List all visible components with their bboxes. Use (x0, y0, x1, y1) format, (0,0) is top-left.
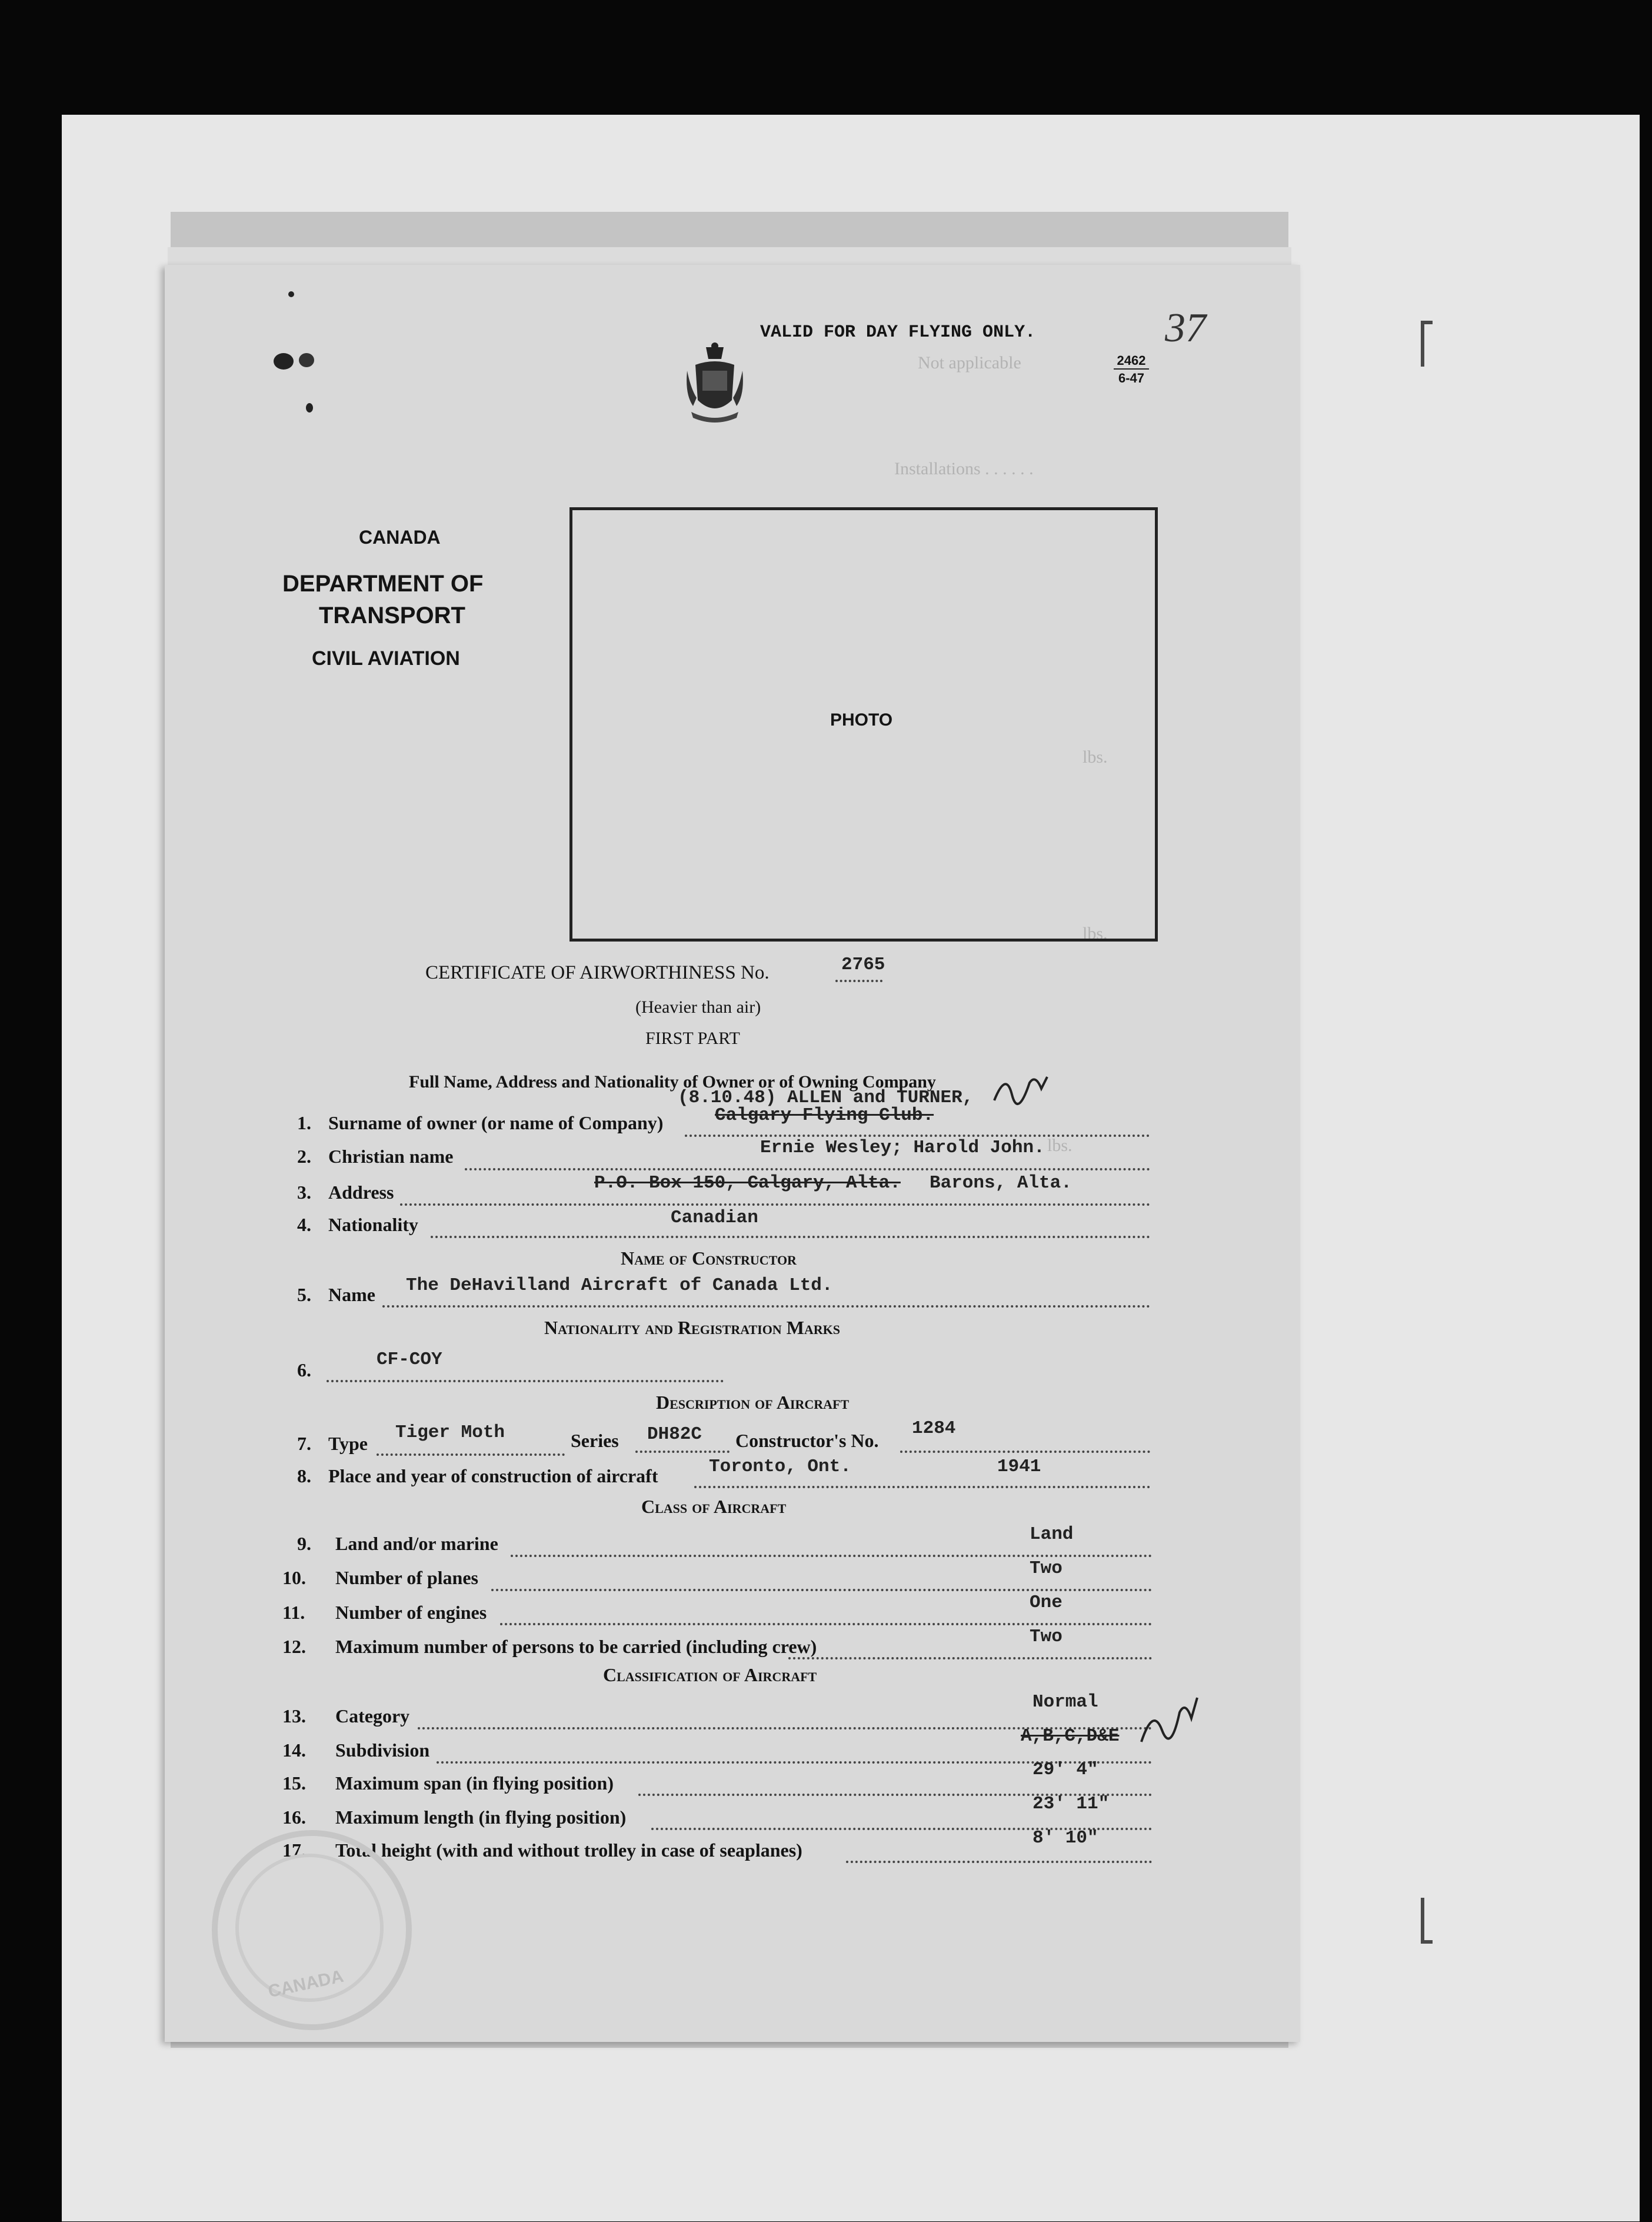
dotted-line (500, 1623, 1152, 1625)
number-of-planes-value: Two (1030, 1558, 1063, 1579)
nationality-label: Nationality (328, 1214, 418, 1235)
christian-name-value: Ernie Wesley; Harold John. (760, 1137, 1045, 1158)
bleed-through-text: lbs. (1083, 924, 1108, 943)
item-number: 5. (297, 1284, 311, 1305)
max-persons-value: Two (1030, 1626, 1063, 1647)
land-marine-label: Land and/or marine (335, 1533, 498, 1554)
subdivision-value: A,B,C,D&E (1021, 1726, 1120, 1747)
dotted-line (400, 1203, 1150, 1206)
number-of-planes-label: Number of planes (335, 1567, 478, 1588)
dotted-line (431, 1236, 1150, 1238)
form-date: 6-47 (1118, 371, 1145, 385)
number-of-engines-label: Number of engines (335, 1602, 487, 1623)
dotted-line (327, 1380, 724, 1382)
item-number: 12. (282, 1636, 306, 1657)
item-number: 16. (282, 1807, 306, 1828)
dotted-line (511, 1555, 1152, 1557)
max-span-label: Maximum span (in flying position) (335, 1772, 614, 1794)
land-marine-value: Land (1030, 1524, 1074, 1545)
surname-value-amended: (8.10.48) ALLEN and TURNER, (678, 1087, 974, 1108)
bleed-through-text: lbs. (1083, 747, 1108, 767)
dotted-line (377, 1453, 565, 1456)
owner-heading: Full Name, Address and Nationality of Owner or of Owning Company (409, 1072, 936, 1092)
max-length-label: Maximum length (in flying position) (335, 1807, 627, 1828)
dotted-line (491, 1589, 1152, 1591)
section-registration: Nationality and Registration Marks (544, 1317, 841, 1338)
item-number: 3. (297, 1182, 311, 1203)
dotted-line (382, 1305, 1150, 1308)
crop-mark-bottom (1421, 1898, 1433, 1944)
certificate-form (165, 265, 1300, 2042)
item-number: 10. (282, 1567, 306, 1588)
item-number: 7. (297, 1433, 311, 1454)
constructor-name-label: Name (328, 1284, 375, 1305)
section-classification: Classification of Aircraft (603, 1664, 817, 1685)
department-line-2: TRANSPORT (319, 603, 465, 628)
coat-of-arms-icon (682, 341, 747, 424)
item-number: 4. (297, 1214, 311, 1235)
crop-mark-top (1421, 321, 1433, 367)
category-value: Normal (1032, 1692, 1098, 1712)
item-number: 8. (297, 1465, 311, 1486)
address-label: Address (328, 1182, 394, 1203)
dotted-line (846, 1861, 1152, 1863)
total-height-label: Total height (with and without trolley in case of seaplanes) (335, 1840, 802, 1861)
address-value-struck: P.O. Box 150, Calgary, Alta. (594, 1173, 901, 1193)
item-number: 17. (282, 1840, 306, 1861)
dotted-line (635, 1451, 730, 1453)
item-number: 14. (282, 1739, 306, 1761)
section-constructor: Name of Constructor (621, 1248, 797, 1269)
item-number: 15. (282, 1772, 306, 1794)
validity-note: VALID FOR DAY FLYING ONLY. (760, 322, 1036, 342)
section-description: Description of Aircraft (656, 1392, 850, 1413)
item-number: 6. (297, 1359, 311, 1381)
country-label: CANADA (359, 527, 441, 548)
ink-blot (274, 353, 294, 370)
constructor-name-value: The DeHavilland Aircraft of Canada Ltd. (406, 1275, 833, 1296)
registration-value: CF-COY (377, 1349, 442, 1370)
item-number: 2. (297, 1146, 311, 1167)
bleed-through-text: lbs. (1047, 1136, 1073, 1155)
surname-value-struck: Calgary Flying Club. (715, 1105, 934, 1126)
christian-name-label: Christian name (328, 1146, 454, 1167)
series-value: DH82C (647, 1424, 702, 1445)
place-value: Toronto, Ont. (709, 1456, 851, 1477)
part-label: FIRST PART (645, 1029, 740, 1048)
form-number: 2462 (1114, 353, 1149, 370)
constructors-number-label: Constructor's No. (735, 1430, 879, 1451)
certificate-subtitle: (Heavier than air) (635, 997, 761, 1017)
max-span-value: 29' 4" (1032, 1759, 1098, 1780)
surname-label: Surname of owner (or name of Company) (328, 1112, 664, 1133)
seal-text: CANADA (266, 1966, 345, 2002)
dotted-line (465, 1168, 1150, 1170)
address-value-amended: Barons, Alta. (930, 1173, 1072, 1193)
dotted-line (694, 1486, 1150, 1488)
dotted-line (685, 1135, 1150, 1137)
subdivision-label: Subdivision (335, 1739, 430, 1761)
series-label: Series (571, 1430, 619, 1451)
photo-label: PHOTO (830, 710, 893, 730)
total-height-value: 8' 10" (1032, 1828, 1098, 1848)
bleed-through-text: Not applicable (918, 353, 1021, 372)
dotted-line (835, 980, 882, 982)
photo-box (569, 507, 1158, 942)
certificate-title: CERTIFICATE OF AIRWORTHINESS No. (425, 962, 770, 983)
dotted-line (900, 1451, 1150, 1453)
place-year-label: Place and year of construction of aircraft (328, 1465, 658, 1486)
initials-signature (988, 1065, 1053, 1112)
type-value: Tiger Moth (395, 1422, 505, 1443)
ink-blot (288, 291, 294, 297)
category-label: Category (335, 1705, 410, 1727)
max-persons-label: Maximum number of persons to be carried (including crew) (335, 1636, 817, 1657)
nationality-value: Canadian (671, 1208, 758, 1228)
initials-signature (1135, 1689, 1200, 1754)
item-number: 1. (297, 1112, 311, 1133)
item-number: 11. (282, 1602, 305, 1623)
bleed-through-text: Installations . . . . . . (894, 459, 1034, 478)
constructors-number-value: 1284 (912, 1418, 956, 1439)
ink-blot (306, 403, 313, 413)
type-label: Type (328, 1433, 368, 1454)
item-number: 9. (297, 1533, 311, 1554)
item-number: 13. (282, 1705, 306, 1727)
archive-number: 37 (1165, 305, 1206, 351)
section-class: Class of Aircraft (641, 1496, 787, 1517)
ink-blot (299, 353, 314, 367)
max-length-value: 23' 11" (1032, 1794, 1110, 1814)
certificate-number: 2765 (841, 954, 885, 975)
dotted-line (788, 1657, 1152, 1659)
year-value: 1941 (997, 1456, 1041, 1477)
branch-label: CIVIL AVIATION (312, 647, 460, 670)
department-line-1: DEPARTMENT OF (282, 571, 484, 597)
number-of-engines-value: One (1030, 1592, 1063, 1613)
